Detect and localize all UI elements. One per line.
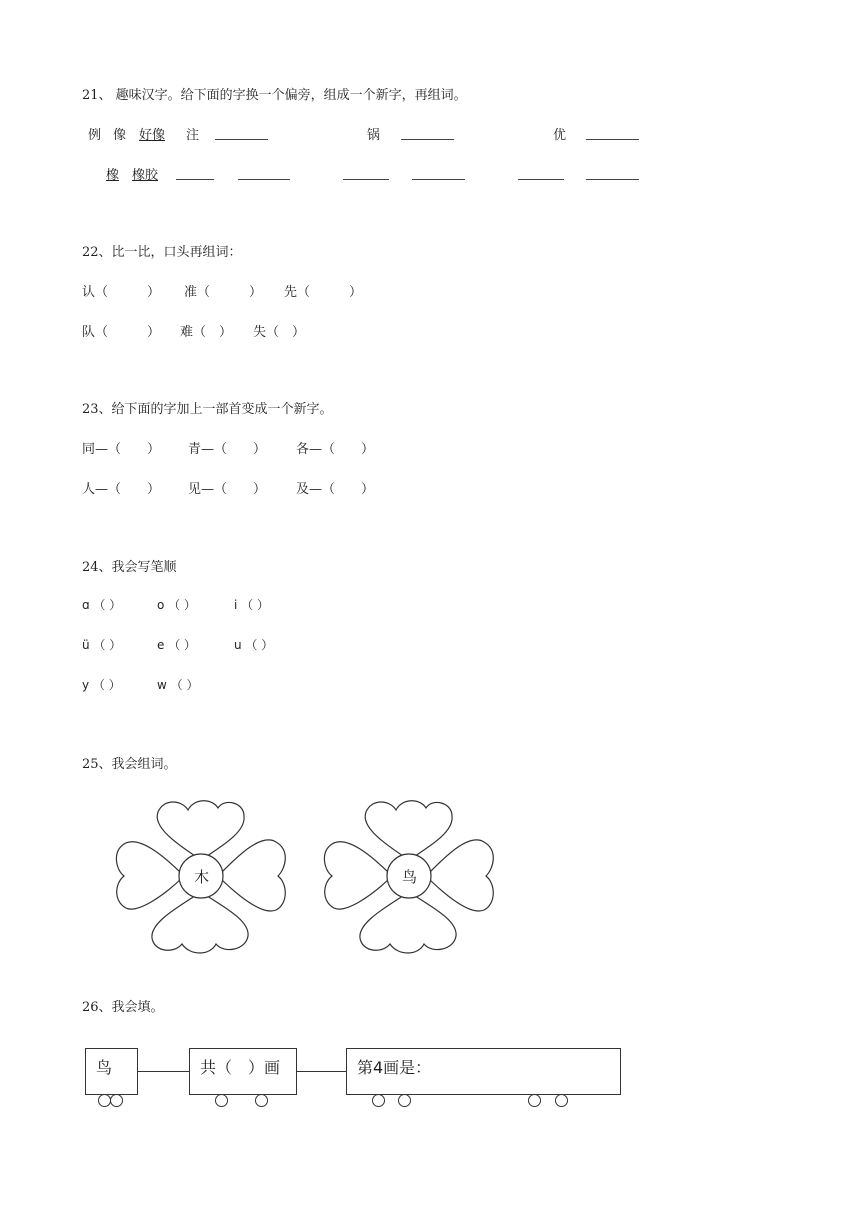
flower-center-char-2: 鸟 — [402, 868, 418, 886]
q21-example-newchar: 橡 — [106, 168, 120, 183]
train-car-2-label: 共（ ）画 — [200, 1058, 281, 1077]
train-link-1 — [136, 1071, 189, 1072]
q21-example-label: 例 — [88, 128, 102, 143]
q23-item: 各—（ ） — [296, 442, 375, 457]
q23-item: 见—（ ） — [188, 482, 267, 497]
q23-item: 同—（ ） — [82, 442, 161, 457]
wheel — [110, 1094, 123, 1107]
q22-item: 准（ ） — [184, 285, 263, 300]
train-car-1-label: 鸟 — [96, 1058, 113, 1077]
q22-item: 认（ ） — [82, 285, 161, 300]
wheel — [398, 1094, 411, 1107]
train-car-3-label: 第4画是： — [357, 1058, 432, 1077]
q21-blank-1[interactable] — [215, 138, 268, 140]
q22-item: 先（ ） — [284, 285, 363, 300]
q21-blank-newchar-2[interactable] — [343, 178, 389, 180]
q21-char-3: 优 — [553, 128, 567, 143]
q21-blank-2[interactable] — [401, 138, 454, 140]
flower-center-char-1: 木 — [194, 868, 210, 886]
q21-example-word: 好像 — [139, 128, 166, 143]
q24-item: i （ ） — [234, 598, 269, 612]
q26-title: 26、我会填。 — [82, 1000, 164, 1015]
q23-item: 人—（ ） — [82, 482, 161, 497]
q21-blank-newword-3[interactable] — [586, 178, 639, 180]
q25-title: 25、我会组词。 — [82, 757, 177, 772]
q22-item: 难（ ） — [180, 325, 233, 340]
q21-char-2: 锅 — [367, 128, 381, 143]
wheel — [555, 1094, 568, 1107]
train-car-2[interactable] — [189, 1048, 297, 1095]
q21-blank-newchar-3[interactable] — [518, 178, 564, 180]
q24-item: y （ ） — [82, 678, 121, 692]
q22-title: 22、比一比，口头再组词： — [82, 245, 242, 260]
q23-item: 及—（ ） — [296, 482, 375, 497]
q21-blank-newword-1[interactable] — [238, 178, 290, 180]
q21-example-newword: 橡胶 — [132, 168, 159, 183]
q24-item: ü （ ） — [82, 638, 122, 652]
q24-item: o （ ） — [157, 598, 196, 612]
wheel — [215, 1094, 228, 1107]
train-car-1 — [85, 1048, 138, 1095]
q21-title: 21、 趣味汉字。给下面的字换一个偏旁，组成一个新字，再组词。 — [82, 88, 467, 103]
q23-item: 青—（ ） — [188, 442, 267, 457]
wheel — [372, 1094, 385, 1107]
q21-blank-newword-2[interactable] — [412, 178, 465, 180]
q24-item: e （ ） — [157, 638, 197, 652]
wheel — [255, 1094, 268, 1107]
q21-blank-3[interactable] — [586, 138, 639, 140]
q21-blank-newchar-1[interactable] — [176, 178, 214, 180]
q21-char-1: 注 — [186, 128, 200, 143]
wheel — [528, 1094, 541, 1107]
q24-item: w （ ） — [157, 678, 199, 692]
train-car-3[interactable] — [346, 1048, 621, 1095]
q21-example-char: 像 — [113, 128, 127, 143]
q24-item: u （ ） — [234, 638, 274, 652]
train-link-2 — [295, 1071, 346, 1072]
q24-title: 24、我会写笔顺 — [82, 560, 177, 575]
q24-item: ɑ （ ） — [82, 598, 122, 612]
q22-item: 队（ ） — [82, 325, 161, 340]
q23-title: 23、给下面的字加上一部首变成一个新字。 — [82, 402, 333, 417]
q22-item: 失（ ） — [253, 325, 306, 340]
